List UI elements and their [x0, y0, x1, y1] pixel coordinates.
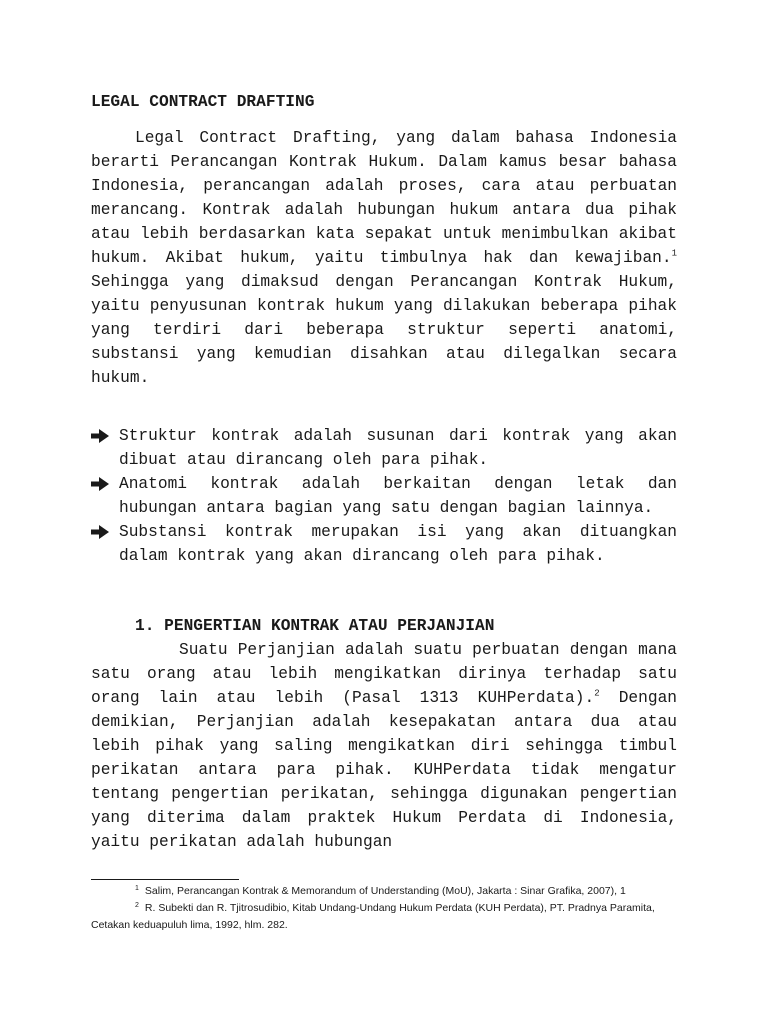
footnote-number: 1 — [135, 884, 139, 892]
footnote-1 — [91, 883, 677, 900]
list-item — [91, 520, 677, 568]
arrow-right-icon — [91, 525, 109, 539]
bullet-text: Anatomi kontrak adalah berkaitan dengan letak dan hubungan antara bagian yang satu dengan bagian lainnya. — [119, 475, 677, 517]
arrow-right-icon — [91, 477, 109, 491]
bullet-text: Substansi kontrak merupakan isi yang akan dituangkan dalam kontrak yang akan dirancang oleh para pihak. — [119, 523, 677, 565]
footnote-divider — [91, 879, 239, 880]
bullet-text: Struktur kontrak adalah susunan dari kontrak yang akan dibuat atau dirancang oleh para pihak. — [119, 427, 677, 469]
footnotes — [91, 883, 677, 934]
footnote-text: Salim, Perancangan Kontrak & Memorandum of Understanding (MoU), Jakarta : Sinar Grafika, 2007), 1 — [144, 885, 626, 897]
list-item — [91, 424, 677, 472]
section-paragraph — [91, 638, 677, 854]
intro-paragraph — [91, 126, 677, 390]
document-title: LEGAL CONTRACT DRAFTING — [91, 93, 315, 111]
list-item — [91, 472, 677, 520]
bullet-list — [91, 424, 677, 568]
intro-text-continued: Sehingga yang dimaksud dengan Perancangan Kontrak Hukum, yaitu penyusunan kontrak hukum yang dilakukan beberapa pihak yang terdiri dari beberapa struktur seperti anatomi, substansi yang kemudian disahkan atau dilegalkan secara hukum. — [91, 273, 677, 387]
intro-text: Legal Contract Drafting, yang dalam bahasa Indonesia berarti Perancangan Kontrak Hukum. Dalam kamus besar bahasa Indonesia, perancangan adalah proses, cara atau perbuatan merancang. Kontrak adalah hubungan hukum antara dua pihak atau lebih berdasarkan kata sepakat untuk menimbulkan akibat hukum. Akibat hukum, yaitu timbulnya hak dan kewajiban. — [91, 129, 677, 267]
footnote-text: R. Subekti dan R. Tjitrosudibio, Kitab Undang-Undang Hukum Perdata (KUH Perdata), PT. Pradnya Paramita, Cetakan keduapuluh lima, 1992, hlm. 282. — [91, 902, 655, 931]
section-text: Suatu Perjanjian adalah suatu perbuatan dengan mana satu orang atau lebih mengikatkan dirinya terhadap satu orang lain atau lebih (Pasal 1313 KUHPerdata). — [91, 641, 677, 707]
footnote-ref-2: 2 — [594, 688, 600, 699]
footnote-number: 2 — [135, 901, 139, 909]
footnote-2 — [91, 900, 677, 934]
section-heading: 1. PENGERTIAN KONTRAK ATAU PERJANJIAN — [135, 617, 495, 635]
arrow-right-icon — [91, 429, 109, 443]
section-text-continued: Dengan demikian, Perjanjian adalah kesepakatan antara dua atau lebih pihak yang saling mengikatkan diri sehingga timbul perikatan antara para pihak. KUHPerdata tidak mengatur tentang pengertian perikatan, sehingga digunakan pengertian yang diterima dalam praktek Hukum Perdata di Indonesia, yaitu perikatan adalah hubungan — [91, 689, 677, 851]
footnote-ref-1: 1 — [671, 248, 677, 259]
